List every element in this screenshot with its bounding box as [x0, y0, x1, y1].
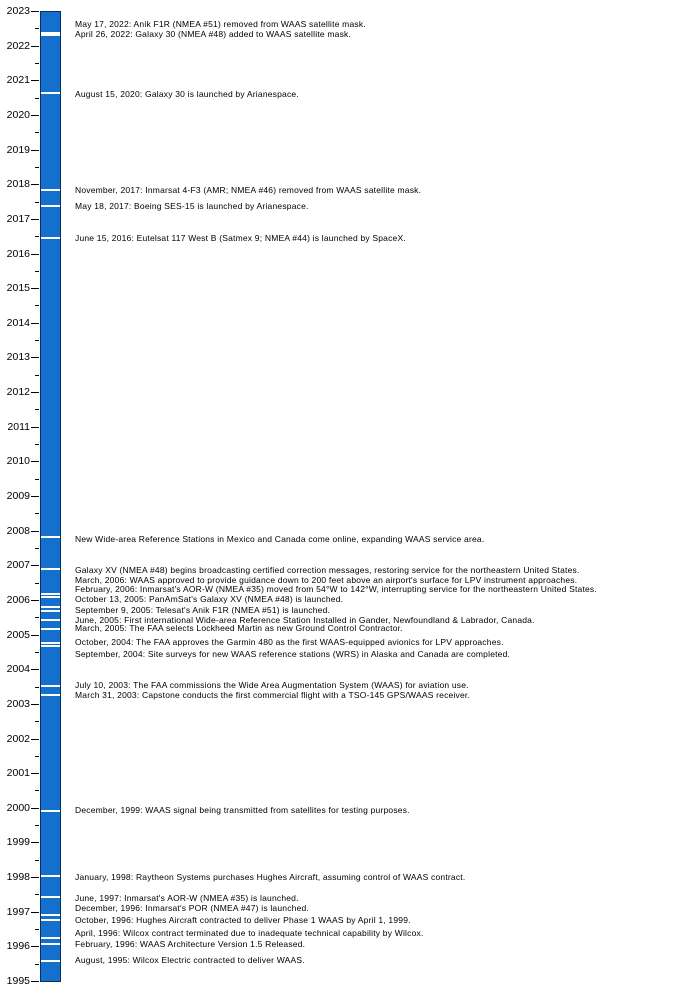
year-tick-label: 1997: [6, 905, 30, 918]
year-tick-label: 1996: [6, 940, 30, 953]
year-tick-label: 2009: [6, 490, 30, 502]
year-tick-label: 2014: [6, 316, 30, 329]
year-tick-label: 2020: [6, 108, 30, 121]
major-tick: [31, 323, 39, 324]
major-tick: [31, 80, 39, 81]
event-line: [41, 645, 60, 647]
year-tick-label: 2022: [6, 39, 30, 52]
year-tick-label: 2015: [6, 282, 30, 295]
year-tick-label: 1998: [6, 871, 30, 884]
year-tick-label: 2017: [6, 212, 30, 225]
year-tick-label: 2005: [6, 628, 30, 641]
major-tick: [31, 427, 39, 428]
minor-tick: [35, 340, 39, 341]
event-label: December, 1999: WAAS signal being transmitted from satellites for testing purposes.: [75, 805, 410, 815]
event-line: [41, 536, 60, 538]
event-line: [41, 694, 60, 696]
major-tick: [31, 704, 39, 705]
major-tick: [31, 184, 39, 185]
minor-tick: [35, 721, 39, 722]
minor-tick: [35, 548, 39, 549]
year-tick-label: 2010: [6, 455, 30, 468]
event-label: New Wide-area Reference Stations in Mexico and Canada come online, expanding WAAS service area.: [75, 533, 485, 544]
minor-tick: [35, 271, 39, 272]
year-tick-label: 2018: [6, 178, 30, 191]
event-label: September 9, 2005: Telesat's Anik F1R (NMEA #51) is launched.: [75, 604, 331, 615]
major-tick: [31, 773, 39, 774]
minor-tick: [35, 479, 39, 480]
minor-tick: [35, 98, 39, 99]
major-tick: [31, 11, 39, 12]
event-label: February, 2006: Inmarsat's AOR-W (NMEA #35) moved from 54°W to 142°W, interrupting service for the northeastern United States.: [75, 584, 597, 594]
minor-tick: [35, 894, 39, 895]
event-label: January, 1998: Raytheon Systems purchases Hughes Aircraft, assuming control of WAAS contract.: [75, 872, 466, 882]
event-label: October 13, 2005: PanAmSat's Galaxy XV (NMEA #48) is launched.: [75, 593, 344, 604]
minor-tick: [35, 583, 39, 584]
event-label: August 15, 2020: Galaxy 30 is launched by Arianespace.: [75, 89, 299, 99]
event-label: August, 1995: Wilcox Electric contracted to deliver WAAS.: [75, 954, 305, 965]
major-tick: [31, 46, 39, 47]
major-tick: [31, 877, 39, 878]
event-line: [41, 606, 60, 608]
major-tick: [31, 842, 39, 843]
event-label: April 26, 2022: Galaxy 30 (NMEA #48) added to WAAS satellite mask.: [75, 28, 352, 39]
event-line: [41, 914, 60, 916]
year-tick-label: 2008: [6, 524, 30, 537]
year-tick-label: 1999: [6, 836, 30, 849]
timeline-bar: [40, 11, 61, 982]
event-label: November, 2017: Inmarsat 4-F3 (AMR; NMEA #46) removed from WAAS satellite mask.: [75, 184, 422, 195]
year-tick-label: 2013: [6, 351, 30, 364]
minor-tick: [35, 790, 39, 791]
event-line: [41, 619, 60, 621]
year-tick-label: 2006: [6, 593, 30, 606]
major-tick: [31, 357, 39, 358]
year-tick-label: 2007: [6, 559, 30, 572]
event-label: May 17, 2022: Anik F1R (NMEA #51) removed from WAAS satellite mask.: [75, 19, 366, 29]
minor-tick: [35, 652, 39, 653]
year-tick-label: 2016: [6, 247, 30, 260]
event-line: [41, 685, 60, 687]
minor-tick: [35, 63, 39, 64]
event-label: March, 2006: WAAS approved to provide guidance down to 200 feet above an airport's surface for LPV instrument approaches.: [75, 574, 578, 585]
major-tick: [31, 981, 39, 982]
minor-tick: [35, 756, 39, 757]
event-label: October, 1996: Hughes Aircraft contracted to deliver Phase 1 WAAS by April 1, 1999.: [75, 915, 411, 925]
year-tick-label: 2019: [6, 143, 30, 156]
event-line: [41, 943, 60, 945]
event-line: [41, 919, 60, 921]
major-tick: [31, 219, 39, 220]
major-tick: [31, 565, 39, 566]
minor-tick: [35, 617, 39, 618]
year-tick-label: 2021: [6, 74, 30, 87]
event-line: [41, 34, 60, 36]
year-tick-label: 2011: [7, 420, 30, 433]
event-line: [41, 628, 60, 630]
event-line: [41, 593, 60, 595]
major-tick: [31, 635, 39, 636]
major-tick: [31, 531, 39, 532]
event-label: June, 1997: Inmarsat's AOR-W (NMEA #35) is launched.: [75, 892, 299, 903]
event-line: [41, 237, 60, 239]
event-label: October, 2004: The FAA approves the Garmin 480 as the first WAAS-equipped avionics for LPV approaches.: [75, 636, 504, 647]
minor-tick: [35, 375, 39, 376]
event-label: March 31, 2003: Capstone conducts the first commercial flight with a TSO-145 GPS/WAAS receiver.: [75, 689, 471, 700]
major-tick: [31, 808, 39, 809]
year-tick-label: 2003: [6, 697, 30, 710]
event-line: [41, 642, 60, 644]
minor-tick: [35, 825, 39, 826]
event-line: [41, 610, 60, 612]
minor-tick: [35, 964, 39, 965]
event-line: [41, 205, 60, 207]
major-tick: [31, 150, 39, 151]
major-tick: [31, 288, 39, 289]
minor-tick: [35, 929, 39, 930]
minor-tick: [35, 513, 39, 514]
event-label: December, 1996: Inmarsat's POR (NMEA #47) is launched.: [75, 902, 309, 913]
event-label: June, 2005: First international Wide-area Reference Station Installed in Gander, Newfoundland & Labrador, Canada.: [75, 614, 535, 625]
major-tick: [31, 461, 39, 462]
major-tick: [31, 496, 39, 497]
year-tick-label: 1995: [6, 975, 30, 987]
event-line: [41, 189, 60, 191]
minor-tick: [35, 409, 39, 410]
minor-tick: [35, 132, 39, 133]
year-tick-label: 2000: [6, 801, 30, 814]
event-line: [41, 875, 60, 877]
minor-tick: [35, 444, 39, 445]
event-line: [41, 568, 60, 570]
major-tick: [31, 669, 39, 670]
major-tick: [31, 392, 39, 393]
year-tick-label: 2004: [6, 663, 30, 676]
major-tick: [31, 739, 39, 740]
major-tick: [31, 115, 39, 116]
year-tick-label: 2002: [6, 732, 30, 745]
event-label: July 10, 2003: The FAA commissions the Wide Area Augmentation System (WAAS) for aviation use.: [75, 680, 469, 690]
major-tick: [31, 946, 39, 947]
event-line: [41, 937, 60, 939]
minor-tick: [35, 687, 39, 688]
minor-tick: [35, 305, 39, 306]
event-line: [41, 596, 60, 598]
minor-tick: [35, 202, 39, 203]
minor-tick: [35, 167, 39, 168]
event-label: September, 2004: Site surveys for new WAAS reference stations (WRS) in Alaska and Canada are completed.: [75, 649, 511, 659]
event-line: [41, 960, 60, 962]
event-line: [41, 92, 60, 94]
major-tick: [31, 600, 39, 601]
major-tick: [31, 254, 39, 255]
event-label: Galaxy XV (NMEA #48) begins broadcasting certified correction messages, restoring service for the northeastern United States.: [75, 564, 580, 575]
major-tick: [31, 912, 39, 913]
event-label: May 18, 2017: Boeing SES-15 is launched by Arianespace.: [75, 201, 309, 211]
year-tick-label: 2012: [6, 386, 30, 399]
event-label: April, 1996: Wilcox contract terminated due to inadequate technical capability by Wilcox.: [75, 927, 424, 938]
event-line: [41, 896, 60, 898]
event-label: February, 1996: WAAS Architecture Version 1.5 Released.: [75, 938, 306, 949]
minor-tick: [35, 236, 39, 237]
minor-tick: [35, 28, 39, 29]
event-line: [41, 810, 60, 812]
year-tick-label: 2023: [6, 5, 30, 17]
event-label: March, 2005: The FAA selects Lockheed Martin as new Ground Control Contractor.: [75, 623, 403, 633]
minor-tick: [35, 860, 39, 861]
event-label: June 15, 2016: Eutelsat 117 West B (Satmex 9; NMEA #44) is launched by SpaceX.: [75, 232, 406, 243]
year-tick-label: 2001: [6, 767, 30, 780]
